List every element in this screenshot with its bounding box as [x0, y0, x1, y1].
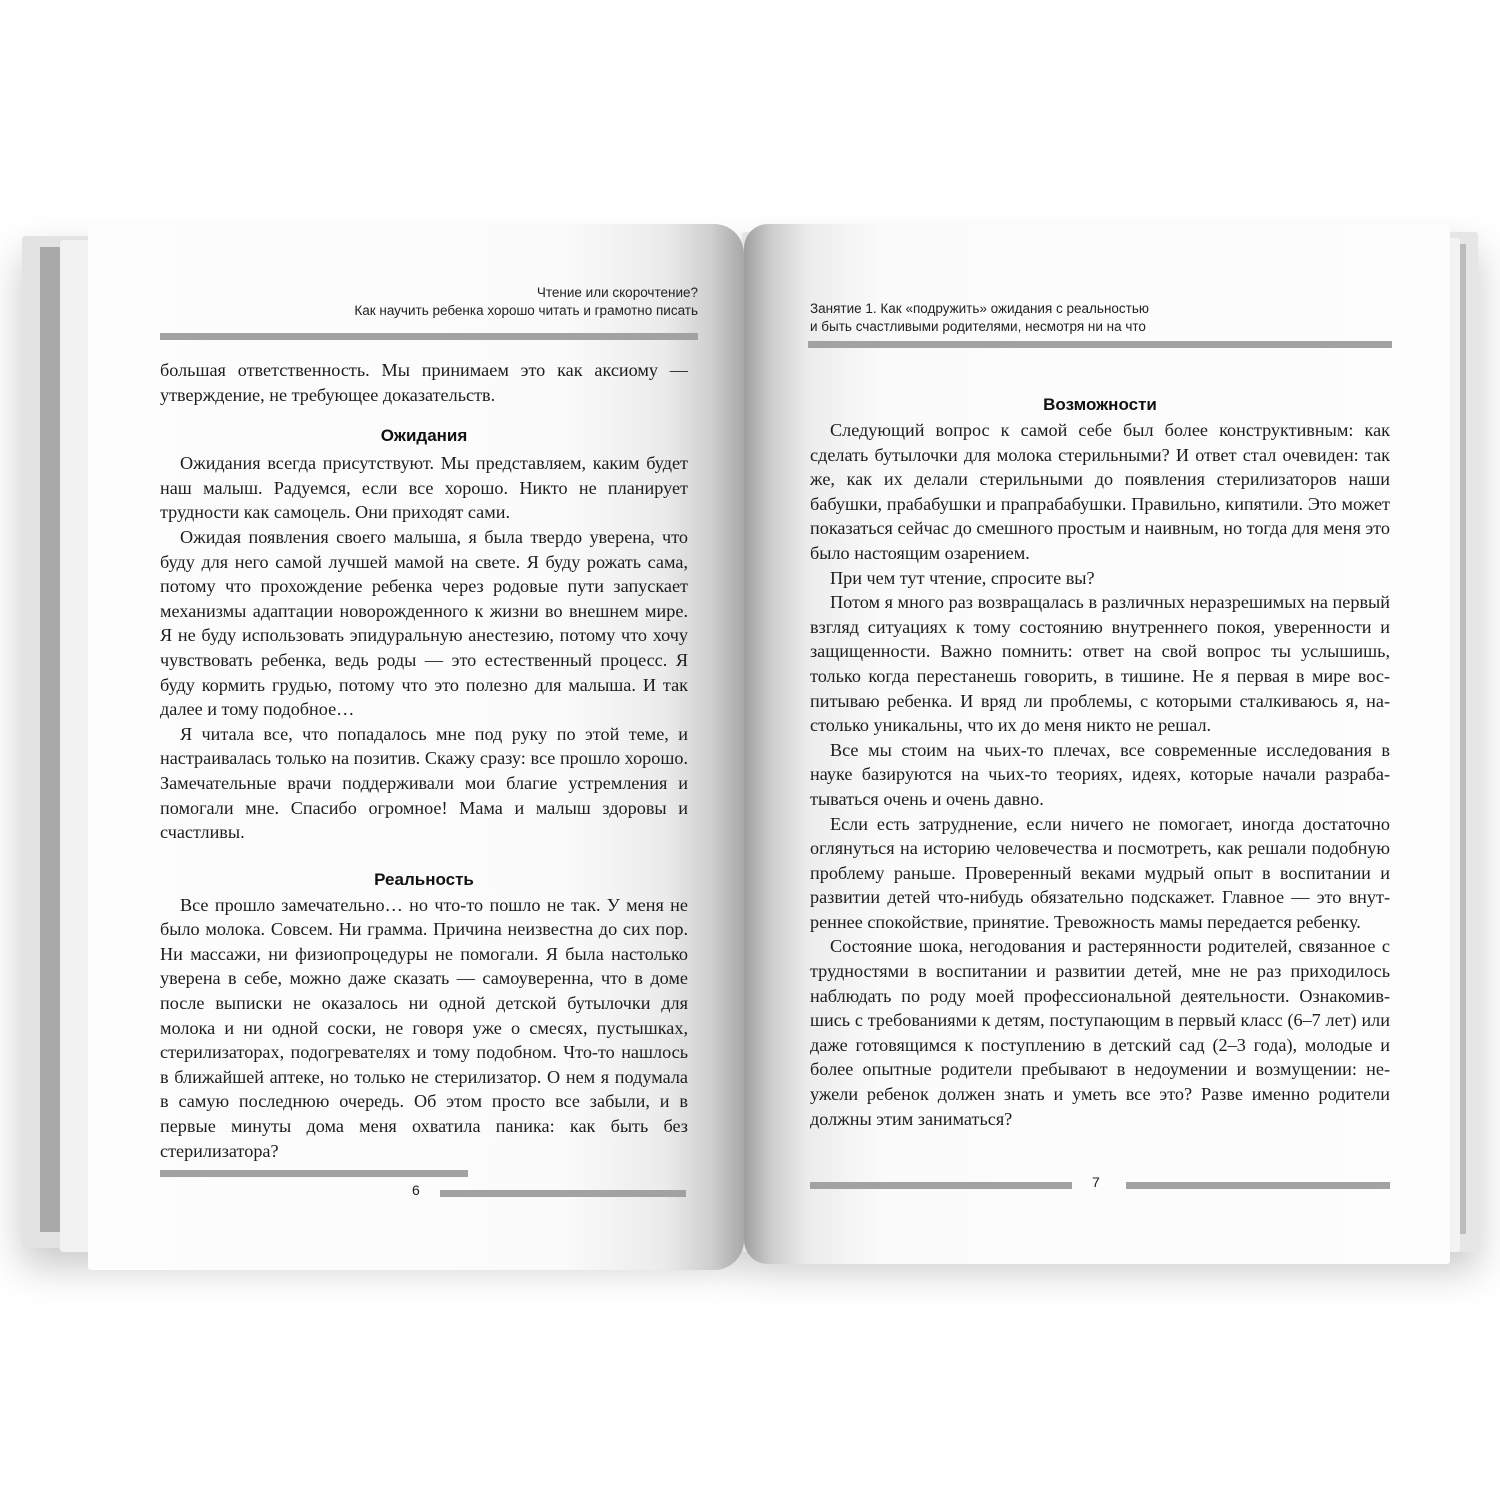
- footer-rule-left-2: [440, 1190, 686, 1197]
- right-page-text: [810, 392, 1390, 1131]
- heading-reality: Реальность: [374, 869, 474, 889]
- running-head-right-line1: Занятие 1. Как «подружить» ожидания с реальностью: [810, 301, 1150, 316]
- page-number-left: 6: [412, 1182, 420, 1198]
- paragraph: При чем тут чтение, спросите вы?: [830, 567, 1095, 588]
- running-head-left: [188, 284, 698, 320]
- left-page-text: [160, 358, 688, 1163]
- running-head-right: [810, 300, 1430, 336]
- paragraph: Я читала все, что попадалось мне под руку по этой теме, и настраивалась только на позитив. Скажу сразу: все прошло хорошо. Замечательные врачи поддерживали мои благие устремления и помогали мне. Спасибо огромное! Мама и малыш здоровы и счастливы.: [160, 723, 688, 843]
- right-page: [744, 224, 1450, 1264]
- paragraph: Потом я много раз возвращалась в различных неразрешимых на первый взгляд ситуациях к тому состоянию внутреннего покоя, уверенности и защищенности. Важно помнить: ответ на свой вопрос ты услышишь, только когда перестанешь говорить, в тишине. Не я первая в мире воспитываю ребенка. И вряд ли проблемы, с которыми сталкиваюсь я, настолько уникальны, что их до меня никто не решал.: [810, 592, 1390, 736]
- running-head-left-line2: Как научить ребенка хорошо читать и грамотно писать: [354, 303, 698, 318]
- paragraph: Все мы стоим на чьих-то плечах, все современные исследования в науке базируются на чьих-то теориях, идеях, которые начали разрабатываться очень и очень давно.: [810, 739, 1390, 809]
- paragraph: Все прошло замечательно… но что-то пошло не так. У меня не было молока. Совсем. Ни грамма. Причина неизвестна до сих пор. Ни массажи, ни физиопроцедуры не помогали. Я была настолько уверена в себе, можно даже сказать — самоуверенна, что в доме после выписки не оказалось ни одной детской бутылочки для молока и ни одной соски, не говоря уже о смесях, пустышках, стерилизаторах, подогревателях и тому подобном. Что-то нашлось в ближайшей аптеке, но только не стерилизатор. О нем я подумала в самую последнюю очередь. Об этом просто все забыли, и в первые минуты дома меня охватила паника: как быть без стерилизатора?: [160, 894, 688, 1161]
- paragraph: Ожидая появления своего малыша, я была твердо уверена, что буду для него самой лучшей мамой на свете. Я буду рожать сама, потому что прохождение ребенка через родовые пути запускает механизмы адаптации новорожденного к жизни во внешнем мире. Я не буду использовать эпидуральную анестезию, потому что хочу чувствовать ребенка, ведь роды — это естественный процесс. Я буду кормить грудью, потому что это полезно для малыша. И так далее и тому подобное…: [160, 526, 688, 720]
- paragraph: Если есть затруднение, если ничего не помогает, иногда достаточно оглянуться на историю человечества и посмотреть, как решали подобную проблему раньше. Проверенный веками мудрый опыт в воспитании и развитии детей что-нибудь обязательно подскажет. Главное — это внутреннее спокойствие, принятие. Тревожность мамы передается ребенку.: [810, 813, 1390, 932]
- running-head-right-line2: и быть счастливыми родителями, несмотря ни на что: [810, 319, 1146, 334]
- paragraph: Следующий вопрос к самой себе был более конструктивным: как сделать бутылочки для молока стерильными? И ответ стал очевиден: так же, как их делали стерильными до появления стерилизаторов наши бабушки, прабабушки и прапрабабушки. Правильно, кипятили. Это может показаться сейчас до смешного простым и наивным, но тогда для меня это было настоящим озарением.: [810, 420, 1390, 563]
- running-head-left-line1: Чтение или скорочтение?: [536, 285, 698, 300]
- paragraph: Состояние шока, негодования и растерянности родителей, связанное с трудностями в воспитании и развитии детей, мне не раз приходилось наблюдать по роду моей профессиональной деятельности. Ознакомившись с требованиями к детям, поступающим в первый класс (6–7 лет) или даже готовящимся к поступлению в детский сад (2–3 года), молодые и более опытные родители пребывают в недоумении и возмущении: неужели ребенок должен знать и уметь все это? Разве именно родители должны этим заниматься?: [810, 936, 1390, 1129]
- header-rule-left: [160, 333, 698, 340]
- paragraph-intro: большая ответственность. Мы принимаем это как аксиому — утверждение, не требующее доказательств.: [160, 360, 688, 405]
- heading-expectations: Ожидания: [380, 426, 468, 446]
- heading-possibilities: Возможности: [1043, 395, 1157, 414]
- footer-rule-left-1: [160, 1170, 468, 1177]
- header-rule-right: [808, 341, 1392, 348]
- page-number-right: 7: [1092, 1174, 1100, 1190]
- paragraph: Ожидания всегда присутствуют. Мы представляем, каким будет наш малыш. Радуемся, если все хорошо. Никто не планирует трудности как самоцель. Они приходят сами.: [160, 453, 688, 523]
- footer-rule-right-2: [1126, 1182, 1390, 1189]
- left-page: [88, 224, 744, 1270]
- footer-rule-right-1: [810, 1182, 1072, 1189]
